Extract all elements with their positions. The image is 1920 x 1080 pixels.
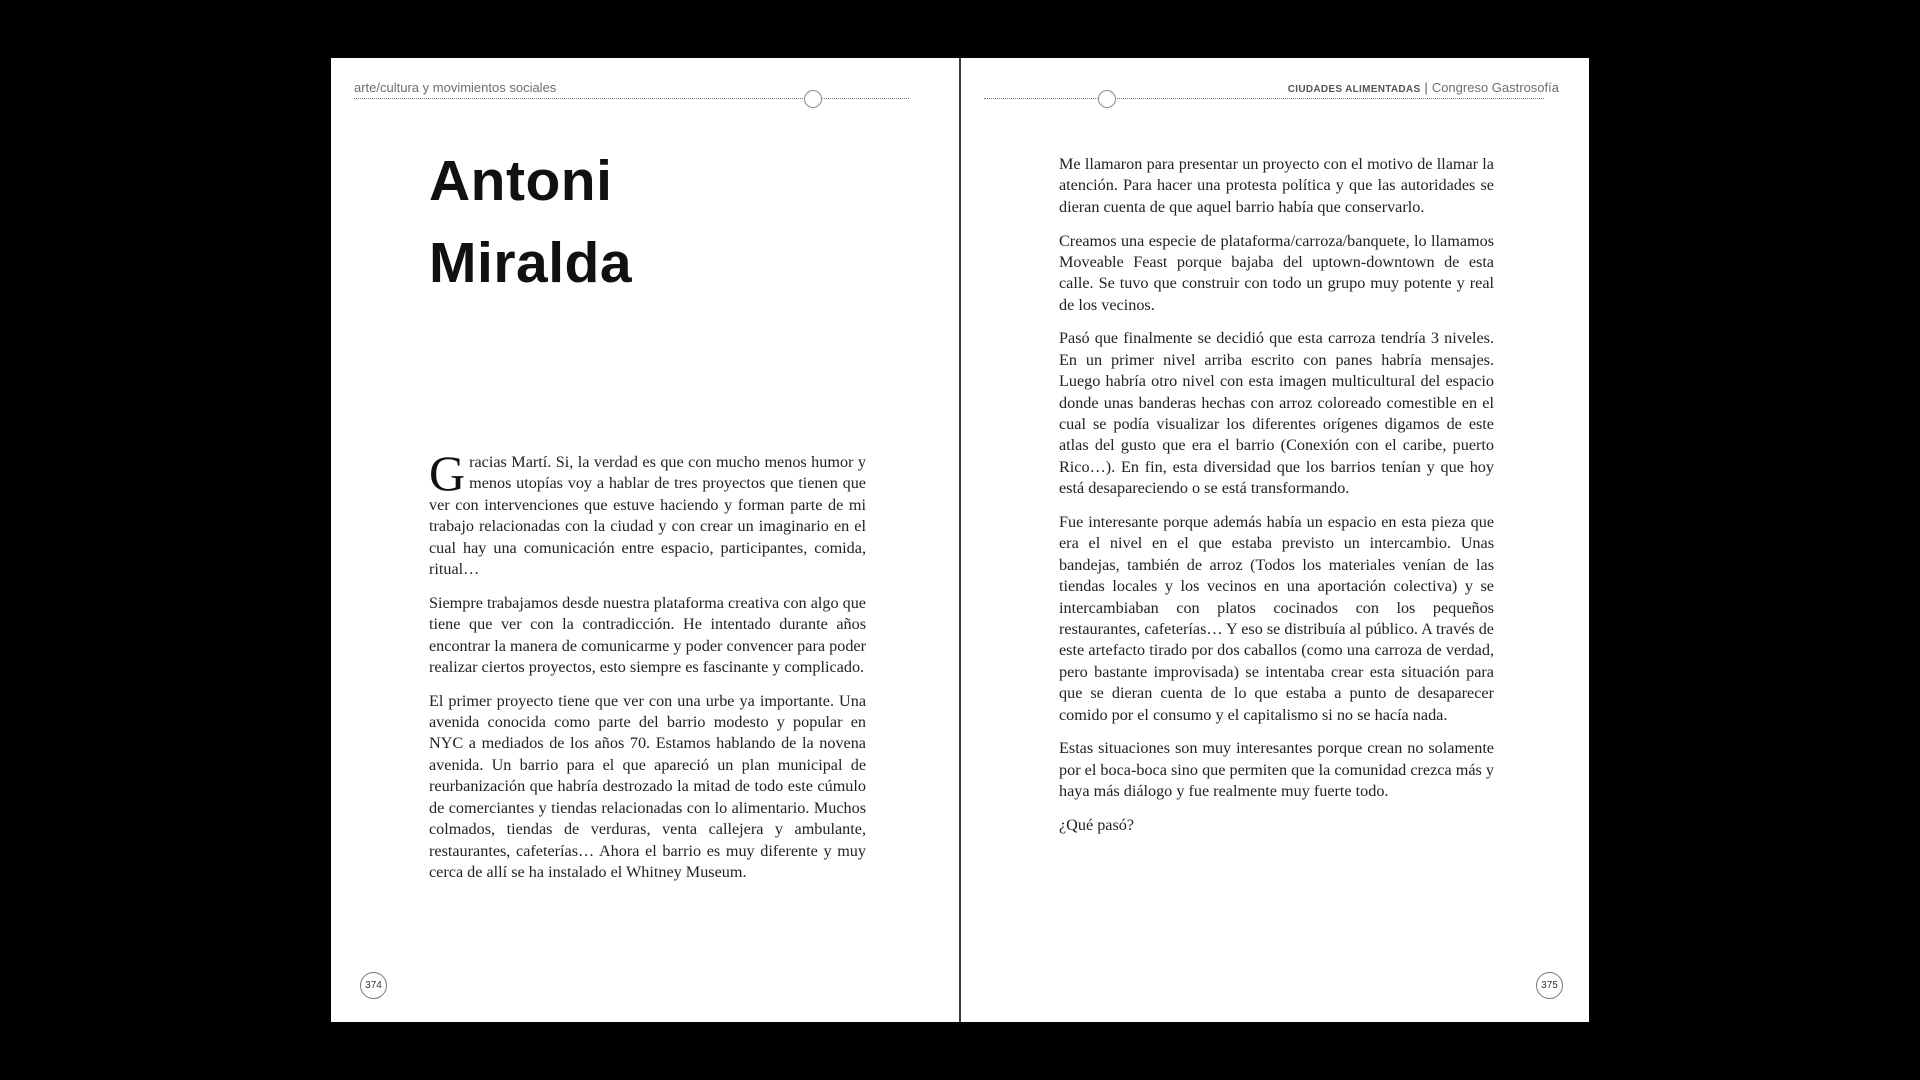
page-number-left: 374 bbox=[360, 972, 387, 999]
article-title bbox=[429, 140, 632, 304]
paragraph: El primer proyecto tiene que ver con una urbe ya importante. Una avenida conocida como parte del barrio modesto y popular en NYC a mediados de los años 70. Estamos hablando de la novena avenida. Un barrio para el que apareció un plan municipal de reurbanización que habría destrozado la mitad de todo este cúmulo de comerciantes y tiendas relacionadas con lo alimentario. Muchos colmados, tiendas de verduras, venta callejera y ambulante, restaurantes, cafeterías… Ahora el barrio es muy diferente y muy cerca de allí se ha instalado el Whitney Museum. bbox=[429, 691, 866, 881]
running-head-left: arte/cultura y movimientos sociales bbox=[354, 80, 557, 95]
paragraph: Pasó que finalmente se decidió que esta carroza tendría 3 niveles. En un primer nivel arriba escrito con panes habría mensajes. Luego habría otro nivel con esta imagen multicultural del espacio donde unas banderas hechas con arroz coloreado comestible en el cual se podía visualizar los diferentes orígenes digamos de este atlas del gusto que era el barrio (Conexión con el caribe, puerto Rico…). En fin, esta diversidad que los barrios tenían y que hoy está desapareciendo o se está transformando. bbox=[1059, 329, 1494, 498]
running-head-section: CIUDADES ALIMENTADAS bbox=[1287, 84, 1421, 95]
paragraph-question: ¿Qué pasó? bbox=[1059, 815, 1135, 834]
running-head-right bbox=[1288, 80, 1559, 95]
running-head-publication: Congreso Gastrosofía bbox=[1431, 80, 1559, 95]
paragraph: Gracias Martí. Si, la verdad es que con mucho menos humor y menos utopías voy a hablar de tres proyectos que tienen que ver con intervenciones que estuve haciendo y forman parte de mi trabajo relacionadas con la ciudad y con crear un imaginario en el cual hay una comunicación entre espacio, participantes, comida, ritual… bbox=[429, 445, 866, 579]
paragraph: Me llamaron para presentar un proyecto con el motivo de llamar la atención. Para hacer una protesta política y que las autoridades se dieran cuenta de que aquel barrio había que conservarlo. bbox=[1059, 155, 1494, 216]
drop-cap: G bbox=[429, 445, 466, 501]
running-head-separator: | bbox=[1424, 80, 1428, 95]
header-ornament-left bbox=[804, 90, 822, 108]
paragraph: Siempre trabajamos desde nuestra plataforma creativa con algo que tiene que ver con la contradicción. He intentado durante años encontrar la manera de comunicarme y poder convencer para poder realizar ciertos proyectos, esto siempre es fascinante y complicado. bbox=[429, 593, 866, 676]
paragraph: Fue interesante porque además había un espacio en esta pieza que era el nivel en el que estaba previsto un intercambio. Unas bandejas, también de arroz (Todos los materiales venían de las tiendas locales y los vecinos en una aportación colectiva) y se intercambiaban con platos cocinados con los pequeños restaurantes, cafeterías… Y eso se distribuía al público. A través de este artefacto tirado por dos caballos (como una carroza de verdad, pero bastante improvisada) se intentaba crear esta situación para que se dieran cuenta de lo que estaba a punto de desaparecer comido por el consumo y el capitalismo si no se hacía nada. bbox=[1059, 512, 1494, 724]
header-rule-left bbox=[354, 98, 909, 99]
right-body-text bbox=[1059, 154, 1494, 849]
header-rule-right bbox=[984, 98, 1544, 99]
paragraph: Creamos una especie de plataforma/carroza/banquete, lo llamamos Moveable Feast porque bajaba del uptown-downtown de esta calle. Se tuvo que construir con todo un grupo muy potente y real de los vecinos. bbox=[1059, 231, 1494, 314]
left-page bbox=[331, 58, 959, 1022]
left-body-text bbox=[429, 445, 866, 896]
paragraph: Estas situaciones son muy interesantes porque crean no solamente por el boca-boca sino que permiten que la comunidad crezca más y haya más diálogo y fue realmente muy fuerte todo. bbox=[1059, 739, 1494, 801]
header-ornament-right bbox=[1098, 90, 1116, 108]
right-page bbox=[961, 58, 1589, 1022]
page-number-right: 375 bbox=[1536, 972, 1563, 999]
title-last-name: Miralda bbox=[429, 231, 633, 295]
title-first-name: Antoni bbox=[429, 149, 613, 213]
